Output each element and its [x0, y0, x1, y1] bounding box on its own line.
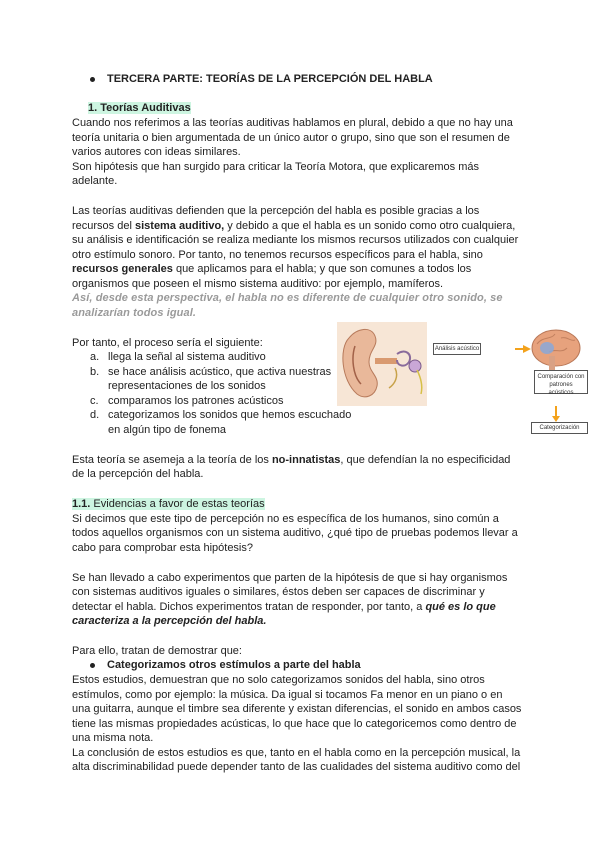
paragraph-line: Cuando nos referimos a las teorías auditivas hablamos en plural, debido a que no hay una — [72, 117, 513, 129]
paragraph-line: una guitarra, aunque el timbre sea diferente y existan diferencias, el sonido en ambos casos — [72, 703, 522, 715]
paragraph-line: recursos del sistema auditivo, y debido a que el habla es un sonido como otro cualquiera, — [72, 220, 516, 232]
paragraph-line: caracteriza a la percepción del habla. — [72, 615, 267, 627]
paragraph-line: teoría unitaria o bien argumentada de un único autor o grupo, sino que son el resumen de — [72, 132, 510, 144]
paragraph-line: detectar el habla. Dichos experimentos tratan de responder, por tanto, a qué es lo que — [72, 601, 496, 613]
paragraph-line: todos aquellos organismos con un sistema auditivo, ¿qué tipo de pruebas podemos llevar a — [72, 527, 518, 539]
paragraph-line: recursos generales que aplicamos para el habla; y que son comunes a todos los — [72, 263, 472, 275]
paragraph-line: Estos estudios, demuestran que no solo categorizamos sonidos del habla, sino otros — [72, 674, 485, 686]
bullet-icon — [90, 663, 95, 668]
paragraph-line: otro estímulo sonoro. Por tanto, no tenemos recursos específicos para el habla, sino — [72, 249, 483, 261]
paragraph-line: de la percepción del habla. — [72, 468, 204, 480]
paragraph-line: su análisis e identificación se realiza mediante los mismos recursos utilizados con cualquier — [72, 234, 519, 246]
list-item: c. comparamos los patrones acústicos — [90, 395, 284, 407]
paragraph-line: Para ello, tratan de demostrar que: — [72, 645, 242, 657]
brain-illustration — [532, 330, 580, 370]
list-item: d. categorizamos los sonidos que hemos escuchado — [90, 409, 352, 421]
paragraph-line: organismos que poseen el mismo sistema auditivo: por ejemplo, mamíferos. — [72, 278, 444, 290]
bullet-heading: Categorizamos otros estímulos a parte del habla — [90, 658, 361, 672]
paragraph-line: estímulos, como por ejemplo: la música. Da igual si tocamos Fa menor en un piano o en — [72, 689, 503, 701]
paragraph-line: adelante. — [72, 175, 118, 187]
part-title: TERCERA PARTE: TEORÍAS DE LA PERCEPCIÓN DEL HABLA — [90, 72, 433, 86]
paragraph-line: cabo para comprobar esta hipótesis? — [72, 542, 253, 554]
list-item: representaciones de los sonidos — [108, 380, 266, 392]
paragraph-line: una misma nota. — [72, 732, 154, 744]
diagram-box-analysis: Análisis acústico — [433, 343, 481, 355]
ear-illustration — [337, 322, 427, 406]
section-heading: 1. Teorías Auditivas — [88, 102, 191, 114]
paragraph-line: Las teorías auditivas defienden que la percepción del habla es posible gracias a los — [72, 205, 480, 217]
paragraph-line: con sistemas auditivos iguales o similares, éstos deben ser capaces de discriminar y — [72, 586, 485, 598]
paragraph-line: tiene las mismas propiedades acústicas, lo que hace que lo categoricemos como dentro de — [72, 718, 517, 730]
diagram-box-comparison: Comparación con patrones acústicos — [534, 370, 588, 394]
paragraph-line: La conclusión de estos estudios es que, tanto en el habla como en la percepción musical, la — [72, 747, 521, 759]
diagram-box-categorization: Categorización — [531, 422, 588, 434]
paragraph-line: varios autores con ideas similares. — [72, 146, 241, 158]
paragraph-line: Esta teoría se asemeja a la teoría de los no-innatistas, que defendían la no especificidad — [72, 454, 511, 466]
paragraph-line: Se han llevado a cabo experimentos que parten de la hipótesis de que si hay organismos — [72, 572, 508, 584]
paragraph-line: Son hipótesis que han surgido para criticar la Teoría Motora, que explicaremos más — [72, 161, 480, 173]
subsection-heading: 1.1. Evidencias a favor de estas teorías — [72, 498, 265, 510]
list-item: b. se hace análisis acústico, que activa nuestras — [90, 366, 332, 378]
paragraph-line: alta discriminabilidad puede depender tanto de las cualidades del sistema auditivo como del — [72, 761, 521, 773]
italic-emphasis: analizarían todos igual. — [72, 307, 197, 319]
arrow-head-icon — [523, 345, 531, 353]
italic-emphasis: Así, desde esta perspectiva, el habla no es diferente de cualquier otro sonido, se — [72, 292, 503, 304]
process-intro: Por tanto, el proceso sería el siguiente: — [72, 337, 263, 349]
bullet-icon — [90, 77, 95, 82]
list-item: en algún tipo de fonema — [108, 424, 227, 436]
paragraph-line: Si decimos que este tipo de percepción no es específica de los humanos, sino común a — [72, 513, 499, 525]
list-item: a. llega la señal al sistema auditivo — [90, 351, 266, 363]
